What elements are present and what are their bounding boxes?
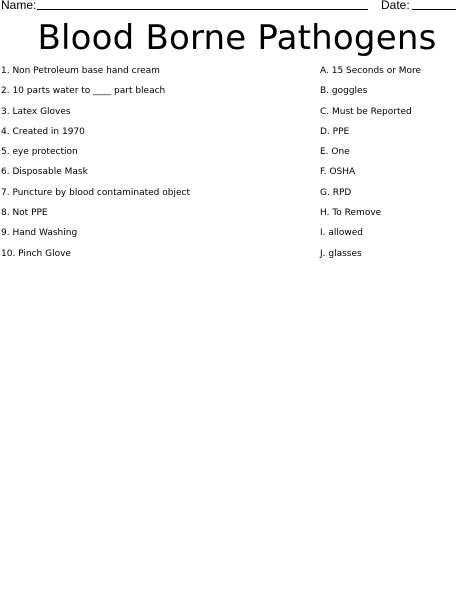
answer-item: F. OSHA	[320, 167, 356, 178]
answer-item: A. 15 Seconds or More	[320, 66, 422, 76]
question-item: 1. Non Petroleum base hand cream	[1, 66, 160, 76]
question-item: 8. Not PPE	[1, 208, 48, 219]
question-item: 2. 10 parts water to ____ part bleach	[1, 86, 166, 97]
answer-item: I. allowed	[320, 228, 364, 239]
question-list	[1, 62, 301, 265]
name-blank-line	[37, 9, 368, 10]
question-item: 6. Disposable Mask	[1, 167, 88, 178]
question-item: 3. Latex Gloves	[1, 106, 71, 117]
date-blank-line	[412, 9, 456, 10]
page-title: Blood Borne Pathogens	[37, 18, 437, 58]
answer-item: D. PPE	[320, 126, 350, 137]
answer-item: H. To Remove	[320, 208, 382, 219]
answer-item: B. goggles	[320, 86, 368, 97]
answer-item: E. One	[320, 147, 350, 158]
answer-list	[320, 62, 470, 265]
answer-item: J. glasses	[320, 248, 362, 259]
question-item: 4. Created in 1970	[1, 126, 85, 137]
question-item: 5. eye protection	[1, 147, 78, 158]
question-item: 9. Hand Washing	[1, 228, 78, 239]
answer-item: C. Must be Reported	[320, 106, 412, 117]
date-label: Date:	[381, 0, 410, 12]
name-label: Name:	[1, 0, 37, 12]
worksheet-header	[0, 0, 474, 14]
question-item: 10. Pinch Glove	[1, 248, 71, 259]
question-item: 7. Puncture by blood contaminated object	[1, 187, 190, 198]
answer-item: G. RPD	[320, 187, 352, 198]
